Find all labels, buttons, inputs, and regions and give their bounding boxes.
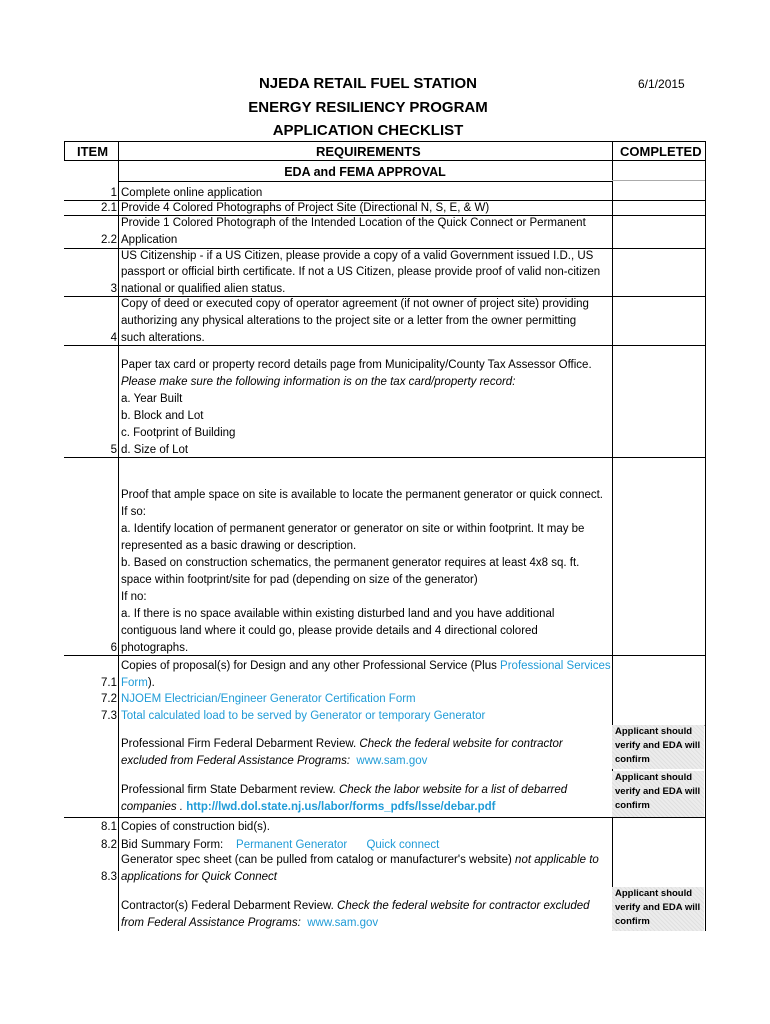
- verification-note-line: Applicant should: [615, 772, 693, 783]
- requirement-text: If so:: [121, 506, 146, 518]
- date: 6/1/2015: [638, 77, 685, 91]
- sam-gov-link[interactable]: www.sam.gov: [307, 917, 379, 929]
- requirement-text: photographs.: [121, 642, 189, 654]
- requirement-text: authorizing any physical alterations to the project site or a letter from the owner permitting: [121, 315, 577, 327]
- requirement-text: b. Based on construction schematics, the permanent generator requires at least 4x8 sq. ft.: [121, 557, 580, 569]
- requirement-text: contiguous land where it could go, please provide details and 4 directional colored: [121, 625, 538, 637]
- verification-note-line: verify and EDA will: [615, 902, 701, 913]
- requirement-text: [121, 916, 378, 930]
- completed-column-header: COMPLETED: [620, 144, 702, 159]
- item-number: 4: [110, 332, 117, 344]
- requirement-text: [121, 676, 155, 690]
- requirement-text: [121, 659, 611, 673]
- requirement-text-part: Bid Summary Form:: [121, 839, 224, 851]
- requirement-text: Please make sure the following information is on the tax card/property record:: [121, 376, 516, 388]
- row-separator: [64, 655, 705, 656]
- title-line-2: ENERGY RESILIENCY PROGRAM: [248, 99, 488, 116]
- requirement-text: represented as a basic drawing or description.: [121, 540, 357, 552]
- item-number: 8.3: [101, 871, 117, 883]
- verification-note: [612, 771, 704, 817]
- requirement-text: US Citizenship - if a US Citizen, please provide a copy of a valid Government issued I.D., US: [121, 250, 594, 262]
- requirement-text: a. Identify location of permanent generator or generator on site or within footprint. It may be: [121, 523, 585, 535]
- nj-debarment-list-link[interactable]: http://lwd.dol.state.nj.us/labor/forms_pdfs/lsse/debar.pdf: [186, 801, 496, 813]
- item-number: 6: [110, 642, 117, 654]
- item-number: 5: [110, 444, 117, 456]
- title-line-1: NJEDA RETAIL FUEL STATION: [258, 75, 478, 92]
- item-number: 3: [110, 283, 117, 295]
- verification-note-line: verify and EDA will: [615, 786, 701, 797]
- item-number: 2.1: [101, 202, 117, 214]
- verification-note-line: confirm: [615, 916, 650, 927]
- row-separator: [64, 817, 705, 818]
- table-top-border: [64, 141, 705, 142]
- verification-note-line: Applicant should: [615, 888, 693, 899]
- requirement-text: Provide 4 Colored Photographs of Project Site (Directional N, S, E, & W): [121, 202, 490, 214]
- item-column-header: ITEM: [77, 144, 109, 159]
- requirement-text-part: Copies of proposal(s) for Design and any other Professional Service (Plus: [121, 660, 501, 672]
- completed-cell-border: [612, 180, 705, 181]
- requirement-text: Application: [121, 234, 178, 246]
- requirement-text-part: Professional Firm Federal Debarment Review.: [121, 738, 360, 750]
- requirement-text: Paper tax card or property record details page from Municipality/County Tax Assessor Office.: [121, 359, 592, 371]
- verification-note-line: Applicant should: [615, 726, 693, 737]
- row-separator: [64, 345, 705, 346]
- table-right-border: [705, 141, 706, 931]
- requirement-text: [121, 800, 495, 814]
- requirement-text: c. Footprint of Building: [121, 427, 236, 439]
- requirements-column-header: REQUIREMENTS: [316, 144, 421, 159]
- requirement-text: a. If there is no space available within existing disturbed land and you have additional: [121, 608, 555, 620]
- section-bottom-border: [118, 181, 612, 182]
- calculated-load-link[interactable]: Total calculated load to be served by Generator or temporary Generator: [121, 710, 486, 722]
- requirement-text: such alterations.: [121, 332, 205, 344]
- requirement-text: d. Size of Lot: [121, 444, 189, 456]
- requirement-text: If no:: [121, 591, 147, 603]
- requirement-text-part: from Federal Assistance Programs:: [121, 917, 301, 929]
- requirement-text: Proof that ample space on site is available to locate the permanent generator or quick connect.: [121, 489, 604, 501]
- requirement-text: [121, 899, 590, 913]
- requirement-text-part: excluded from Federal Assistance Programs:: [121, 755, 351, 767]
- requirement-text: applications for Quick Connect: [121, 871, 277, 883]
- item-header-left-border: [64, 141, 65, 161]
- requirement-text-part: Check the labor website for a list of debarred: [338, 784, 568, 796]
- item-number: 7.1: [101, 677, 117, 689]
- quick-connect-link[interactable]: Quick connect: [366, 839, 440, 851]
- sam-gov-link[interactable]: www.sam.gov: [356, 755, 428, 767]
- item-number: 7.3: [101, 710, 117, 722]
- title-line-3: APPLICATION CHECKLIST: [272, 122, 464, 139]
- item-number: 2.2: [101, 234, 117, 246]
- requirement-text: Provide 1 Colored Photograph of the Intended Location of the Quick Connect or Permanent: [121, 217, 586, 229]
- verification-note: [612, 725, 704, 769]
- requirement-text: national or qualified alien status.: [121, 283, 286, 295]
- item-number: 8.2: [101, 839, 117, 851]
- item-number: 8.1: [101, 821, 117, 833]
- requirement-text: passport or official birth certificate. If not a US Citizen, please provide proof of valid non-citizen: [121, 266, 601, 278]
- verification-note-line: confirm: [615, 800, 650, 811]
- professional-services-form-link[interactable]: Professional Services: [500, 660, 611, 672]
- requirement-text: [121, 783, 567, 797]
- requirement-text: Copies of construction bid(s).: [121, 821, 270, 833]
- requirement-text: b. Block and Lot: [121, 410, 204, 422]
- requirement-text: a. Year Built: [121, 393, 183, 405]
- row-separator: [64, 457, 705, 458]
- requirement-text: [121, 838, 439, 852]
- item-number: 1: [110, 187, 117, 199]
- professional-services-form-link[interactable]: Form: [121, 677, 148, 689]
- section-heading: EDA and FEMA APPROVAL: [284, 165, 446, 179]
- requirement-text: space within footprint/site for pad (depending on size of the generator): [121, 574, 478, 586]
- requirement-text-part: Check the federal website for contractor excluded: [337, 900, 590, 912]
- requirement-text: [121, 737, 563, 751]
- requirement-text-part: ).: [147, 677, 155, 689]
- requirement-text-part: Contractor(s) Federal Debarment Review.: [121, 900, 338, 912]
- requirement-text-part: Check the federal website for contractor: [359, 738, 563, 750]
- requirement-text: Complete online application: [121, 187, 263, 199]
- requirement-text-part: companies .: [121, 801, 187, 813]
- requirement-text-part: Generator spec sheet (can be pulled from catalog or manufacturer's website): [121, 854, 516, 866]
- permanent-generator-link[interactable]: Permanent Generator: [236, 839, 348, 851]
- header-bottom-border: [64, 160, 705, 161]
- item-column-divider: [118, 141, 119, 931]
- requirement-text: Copy of deed or executed copy of operator agreement (if not owner of project site) providing: [121, 298, 589, 310]
- verification-note-line: verify and EDA will: [615, 740, 701, 751]
- verification-note-line: confirm: [615, 754, 650, 765]
- requirement-text-part: Professional firm State Debarment review.: [121, 784, 339, 796]
- item-number: 7.2: [101, 693, 117, 705]
- requirement-text: [121, 754, 427, 768]
- njoem-certification-form-link[interactable]: NJOEM Electrician/Engineer Generator Certification Form: [121, 693, 416, 705]
- requirement-text: [121, 853, 599, 867]
- requirement-text-part: not applicable to: [515, 854, 599, 866]
- verification-note: [612, 887, 704, 931]
